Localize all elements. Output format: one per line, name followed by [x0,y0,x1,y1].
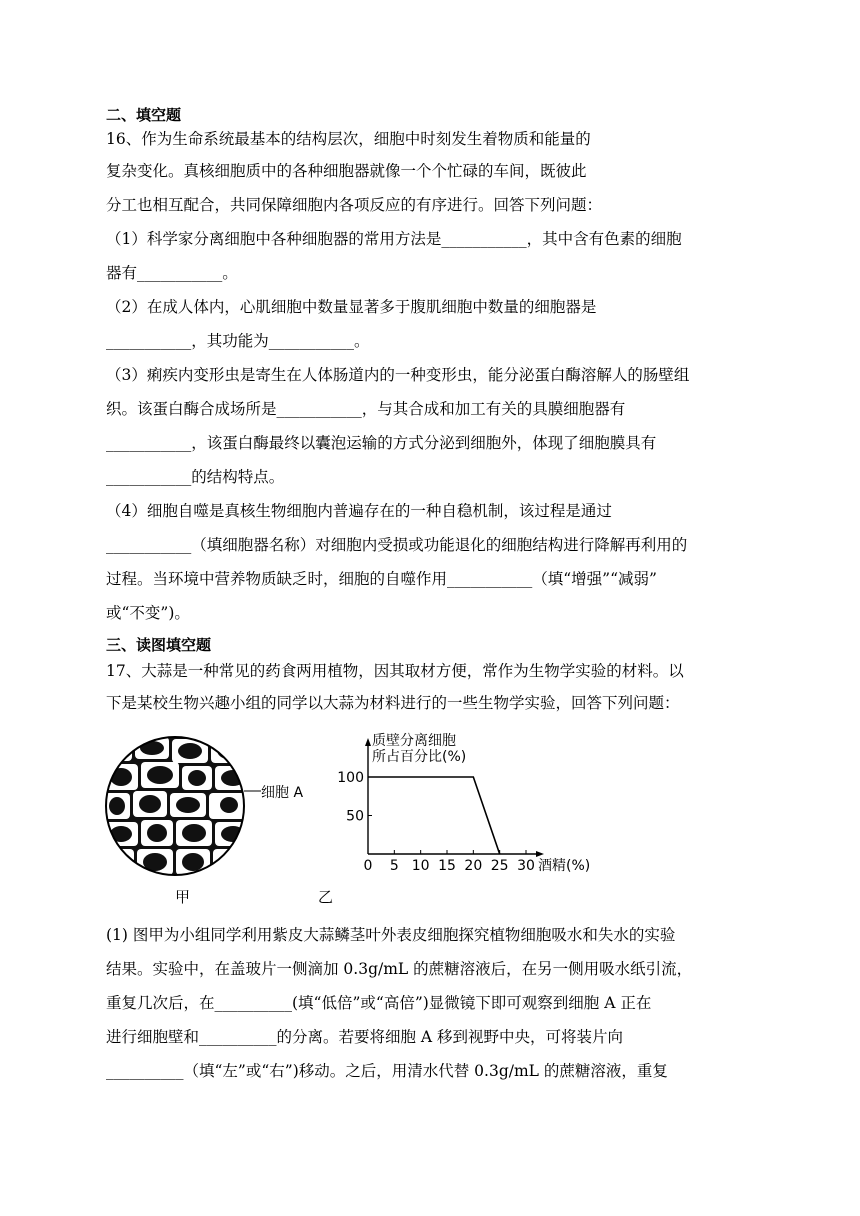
question-16-text: 16、作为生命系统最基本的结构层次，细胞中时刻发生着物质和能量的 [106,130,591,148]
question-16-part-2: （2）在成人体内，心肌细胞中数量显著多于腹肌细胞中数量的细胞器是 [106,298,597,316]
question-17-part-1: 进行细胞壁和__________的分离。若要将细胞 A 移到视野中央，可将装片向 [106,1028,624,1046]
y-tick-label: 100 [337,770,364,786]
plasmolysis-line-chart [330,730,630,880]
series-line [368,777,500,854]
question-16-part-3: ___________的结构特点。 [106,468,285,486]
question-16-text: 分工也相互配合，共同保障细胞内各项反应的有序进行。回答下列问题： [106,196,603,214]
cell-a-label: 细胞 A [261,785,304,801]
y-axis-label: 质壁分离细胞 [372,733,456,749]
question-16-part-4: 过程。当环境中营养物质缺乏时，细胞的自噬作用___________（填“增强”“减弱” [106,570,657,588]
question-16-part-3: ___________，该蛋白酶最终以囊泡运输的方式分泌到细胞外，体现了细胞膜具有 [106,434,657,452]
x-tick-label: 20 [464,858,483,874]
question-17-part-1: (1) 图甲为小组同学利用紫皮大蒜鳞茎叶外表皮细胞探究植物细胞吸水和失水的实验 [106,926,676,944]
question-16-part-4: ___________（填细胞器名称）对细胞内受损或功能退化的细胞结构进行降解再利用的 [106,536,688,554]
x-tick-label: 30 [517,858,535,874]
x-axis-label: 酒精(%) [538,858,591,874]
y-axis-arrow [365,738,371,746]
question-17-part-1: 重复几次后，在__________(填“低倍”或“高倍”)显微镜下即可观察到细胞 A 正在 [106,994,652,1012]
x-tick-label: 10 [411,858,430,874]
y-tick-label: 50 [346,808,364,825]
question-16-part-2: ___________，其功能为___________。 [106,332,370,350]
question-16-part-3: 织。该蛋白酶合成场所是___________，与其合成和加工有关的具膜细胞器有 [106,400,626,418]
question-17-text: 下是某校生物兴趣小组的同学以大蒜为材料进行的一些生物学实验，回答下列问题： [106,694,680,712]
question-16-part-4: （4）细胞自噬是真核生物细胞内普遍存在的一种自稳机制，该过程是通过 [106,502,612,520]
section-heading: 二、填空题 [106,106,182,124]
question-17-part-1: __________（填“左”或“右”)移动。之后，用清水代替 0.3g/mL 的蔗糖溶液，重复 [106,1062,668,1080]
cell-micrograph-figure [104,735,264,877]
x-tick-label: 5 [389,858,399,874]
figure-caption-jia: 甲 [175,888,191,906]
y-axis-label: 所占百分比(%) [372,749,467,765]
question-16-text: 复杂变化。真核细胞质中的各种细胞器就像一个个忙碌的车间，既彼此 [106,162,587,180]
question-17-part-1: 结果。实验中，在盖玻片一侧滴加 0.3g/mL 的蔗糖溶液后，在另一侧用吸水纸引流， [106,960,693,978]
figure-caption-yi: 乙 [318,888,334,906]
x-tick-label: 0 [363,858,373,874]
x-tick-label: 25 [490,858,509,874]
question-16-part-3: （3）痢疾内变形虫是寄生在人体肠道内的一种变形虫，能分泌蛋白酶溶解人的肠壁组 [106,366,690,384]
section-heading: 三、读图填空题 [106,636,212,654]
question-17-text: 17、大蒜是一种常见的药食两用植物，因其取材方便，常作为生物学实验的材料。以 [106,662,684,680]
question-16-part-1: （1）科学家分离细胞中各种细胞器的常用方法是___________，其中含有色素的细胞 [106,230,682,248]
question-16-part-4: 或“不变”)。 [106,604,190,622]
x-axis-arrow [536,851,544,857]
x-tick-label: 15 [438,858,456,874]
question-16-part-1: 器有___________。 [106,264,238,282]
